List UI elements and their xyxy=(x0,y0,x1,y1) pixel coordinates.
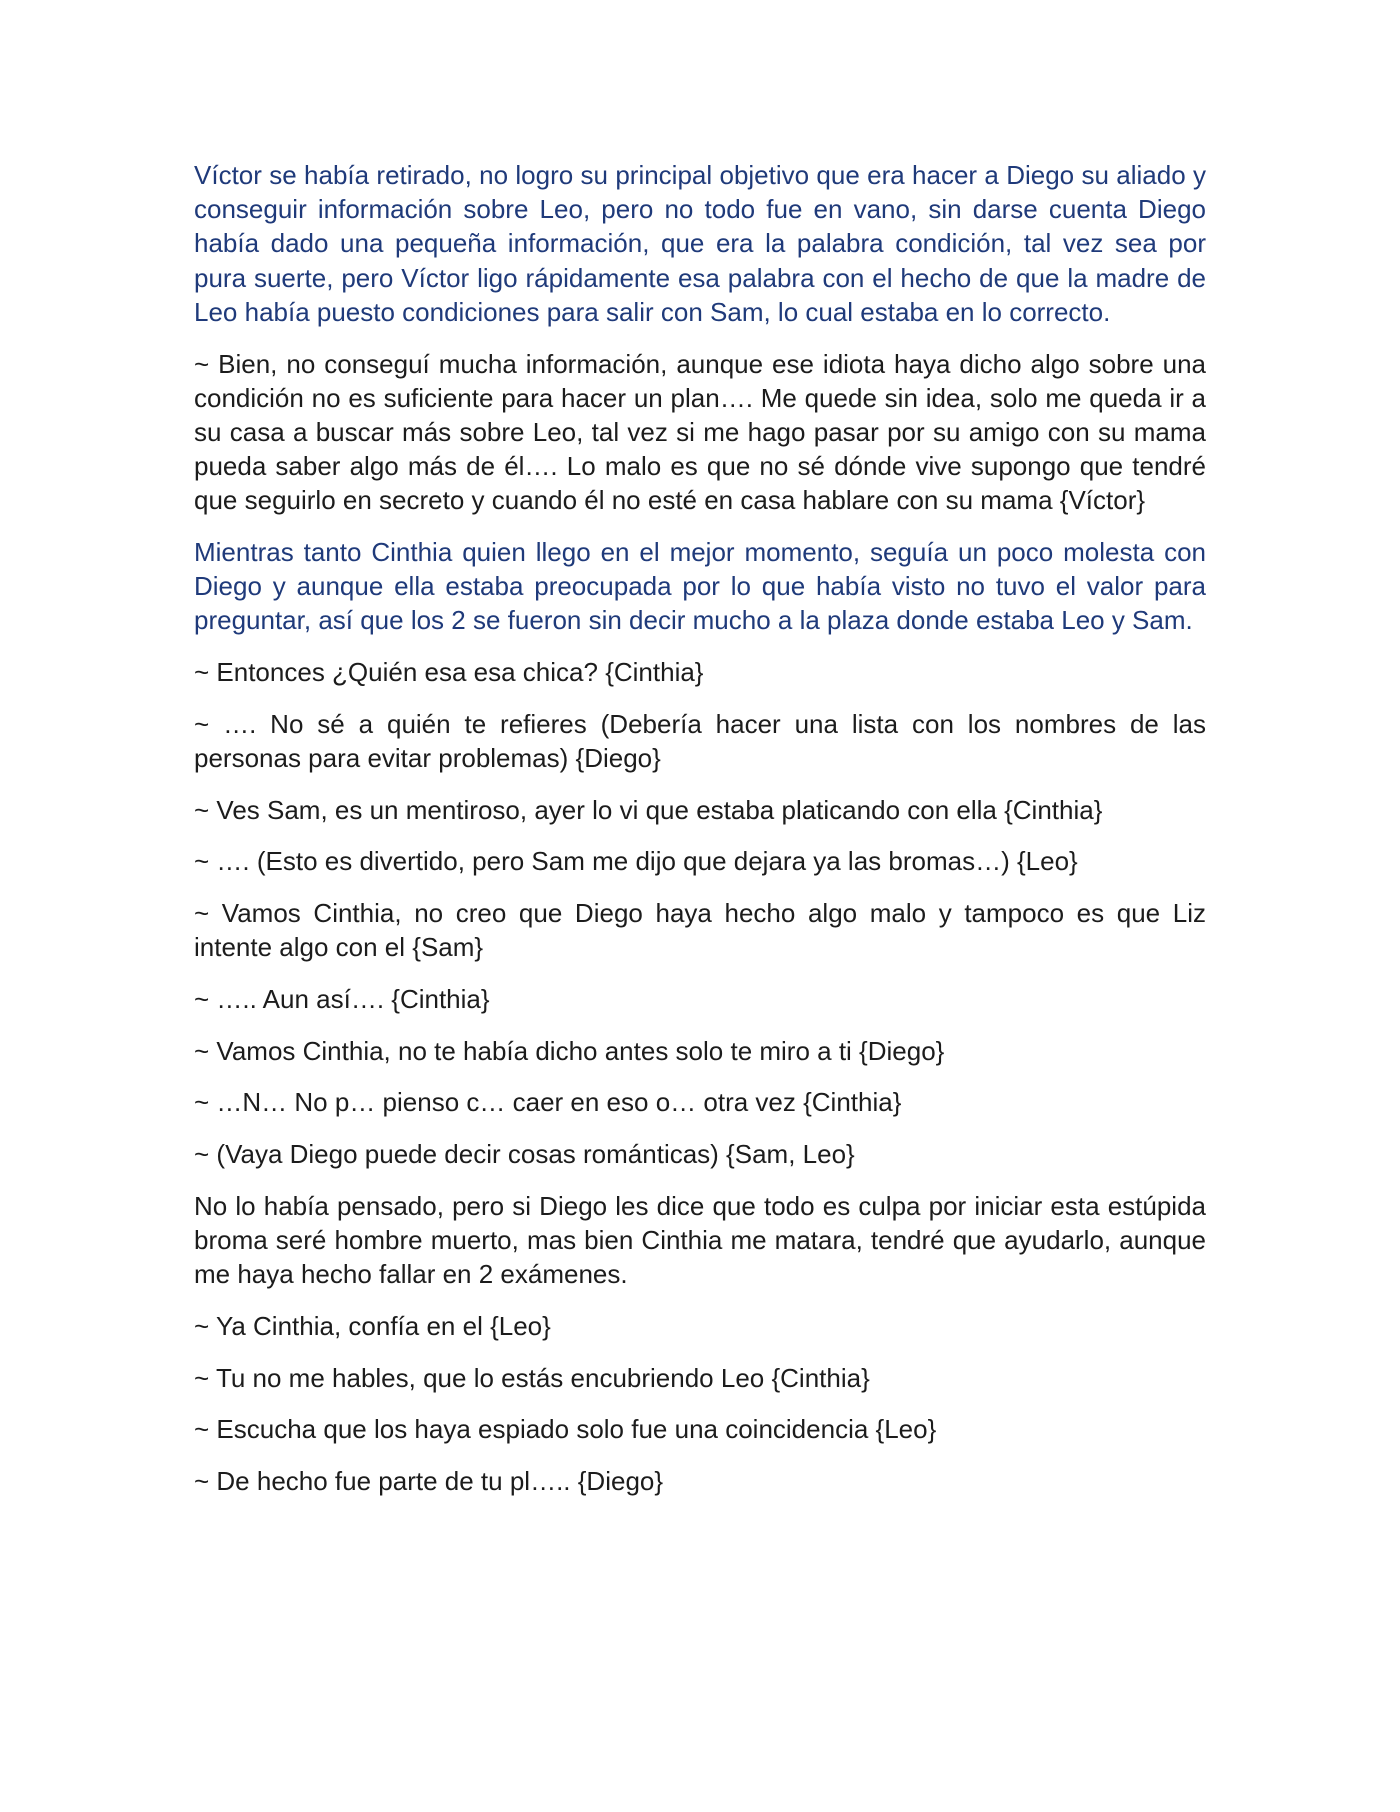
dialogue-line: ~ …. (Esto es divertido, pero Sam me dijo que dejara ya las bromas…) {Leo} xyxy=(194,846,1078,877)
dialogue-line: ~ Ya Cinthia, confía en el {Leo} xyxy=(194,1310,551,1341)
dialogue-line: ~ …. No sé a quién te refieres (Debería hacer una lista con los nombres de las personas para evitar problemas) {Diego} xyxy=(194,708,1206,774)
document-page xyxy=(194,158,1206,1516)
inner-thought-paragraph: No lo había pensado, pero si Diego les dice que todo es culpa por iniciar esta estúpida broma seré hombre muerto, mas bien Cinthia me matara, tendré que ayudarlo, aunque me haya hecho fallar en 2 exámenes. xyxy=(194,1190,1206,1290)
dialogue-line: ~ Vamos Cinthia, no creo que Diego haya hecho algo malo y tampoco es que Liz intente algo con el {Sam} xyxy=(194,898,1206,963)
dialogue-line: ~ Vamos Cinthia, no te había dicho antes solo te miro a ti {Diego} xyxy=(194,1035,945,1066)
dialogue-line: ~ De hecho fue parte de tu pl….. {Diego} xyxy=(194,1466,664,1497)
dialogue-line: ~ Tu no me hables, que lo estás encubriendo Leo {Cinthia} xyxy=(194,1362,870,1393)
dialogue-paragraph: ~ Bien, no conseguí mucha información, aunque ese idiota haya dicho algo sobre una condición no es suficiente para hacer un plan…. Me quede sin idea, solo me queda ir a su casa a buscar más sobre Leo, tal vez si me hago pasar por su amigo con su mama pueda saber algo más de él…. Lo malo es que no sé dónde vive supongo que tendré que seguirlo en secreto y cuando él no esté en casa hablare con su mama {Víctor} xyxy=(194,348,1206,516)
dialogue-line: ~ ….. Aun así…. {Cinthia} xyxy=(194,984,490,1015)
dialogue-line: ~ Escucha que los haya espiado solo fue una coincidencia {Leo} xyxy=(194,1414,937,1445)
dialogue-line: ~ Ves Sam, es un mentiroso, ayer lo vi que estaba platicando con ella {Cinthia} xyxy=(194,794,1103,825)
narration-paragraph: Víctor se había retirado, no logro su principal objetivo que era hacer a Diego su aliado y conseguir información sobre Leo, pero no todo fue en vano, sin darse cuenta Diego había dado una pequeña información, que era la palabra condición, tal vez sea por pura suerte, pero Víctor ligo rápidamente esa palabra con el hecho de que la madre de Leo había puesto condiciones para salir con Sam, lo cual estaba en lo correcto. xyxy=(194,160,1206,327)
dialogue-line: ~ …N… No p… pienso c… caer en eso o… otra vez {Cinthia} xyxy=(194,1087,902,1118)
narration-paragraph: Mientras tanto Cinthia quien llego en el mejor momento, seguía un poco molesta con Diego y aunque ella estaba preocupada por lo que había visto no tuvo el valor para preguntar, así que los 2 se fueron sin decir mucho a la plaza donde estaba Leo y Sam. xyxy=(194,537,1206,636)
dialogue-line: ~ Entonces ¿Quién esa esa chica? {Cinthia} xyxy=(194,657,704,688)
dialogue-line: ~ (Vaya Diego puede decir cosas románticas) {Sam, Leo} xyxy=(194,1139,855,1170)
